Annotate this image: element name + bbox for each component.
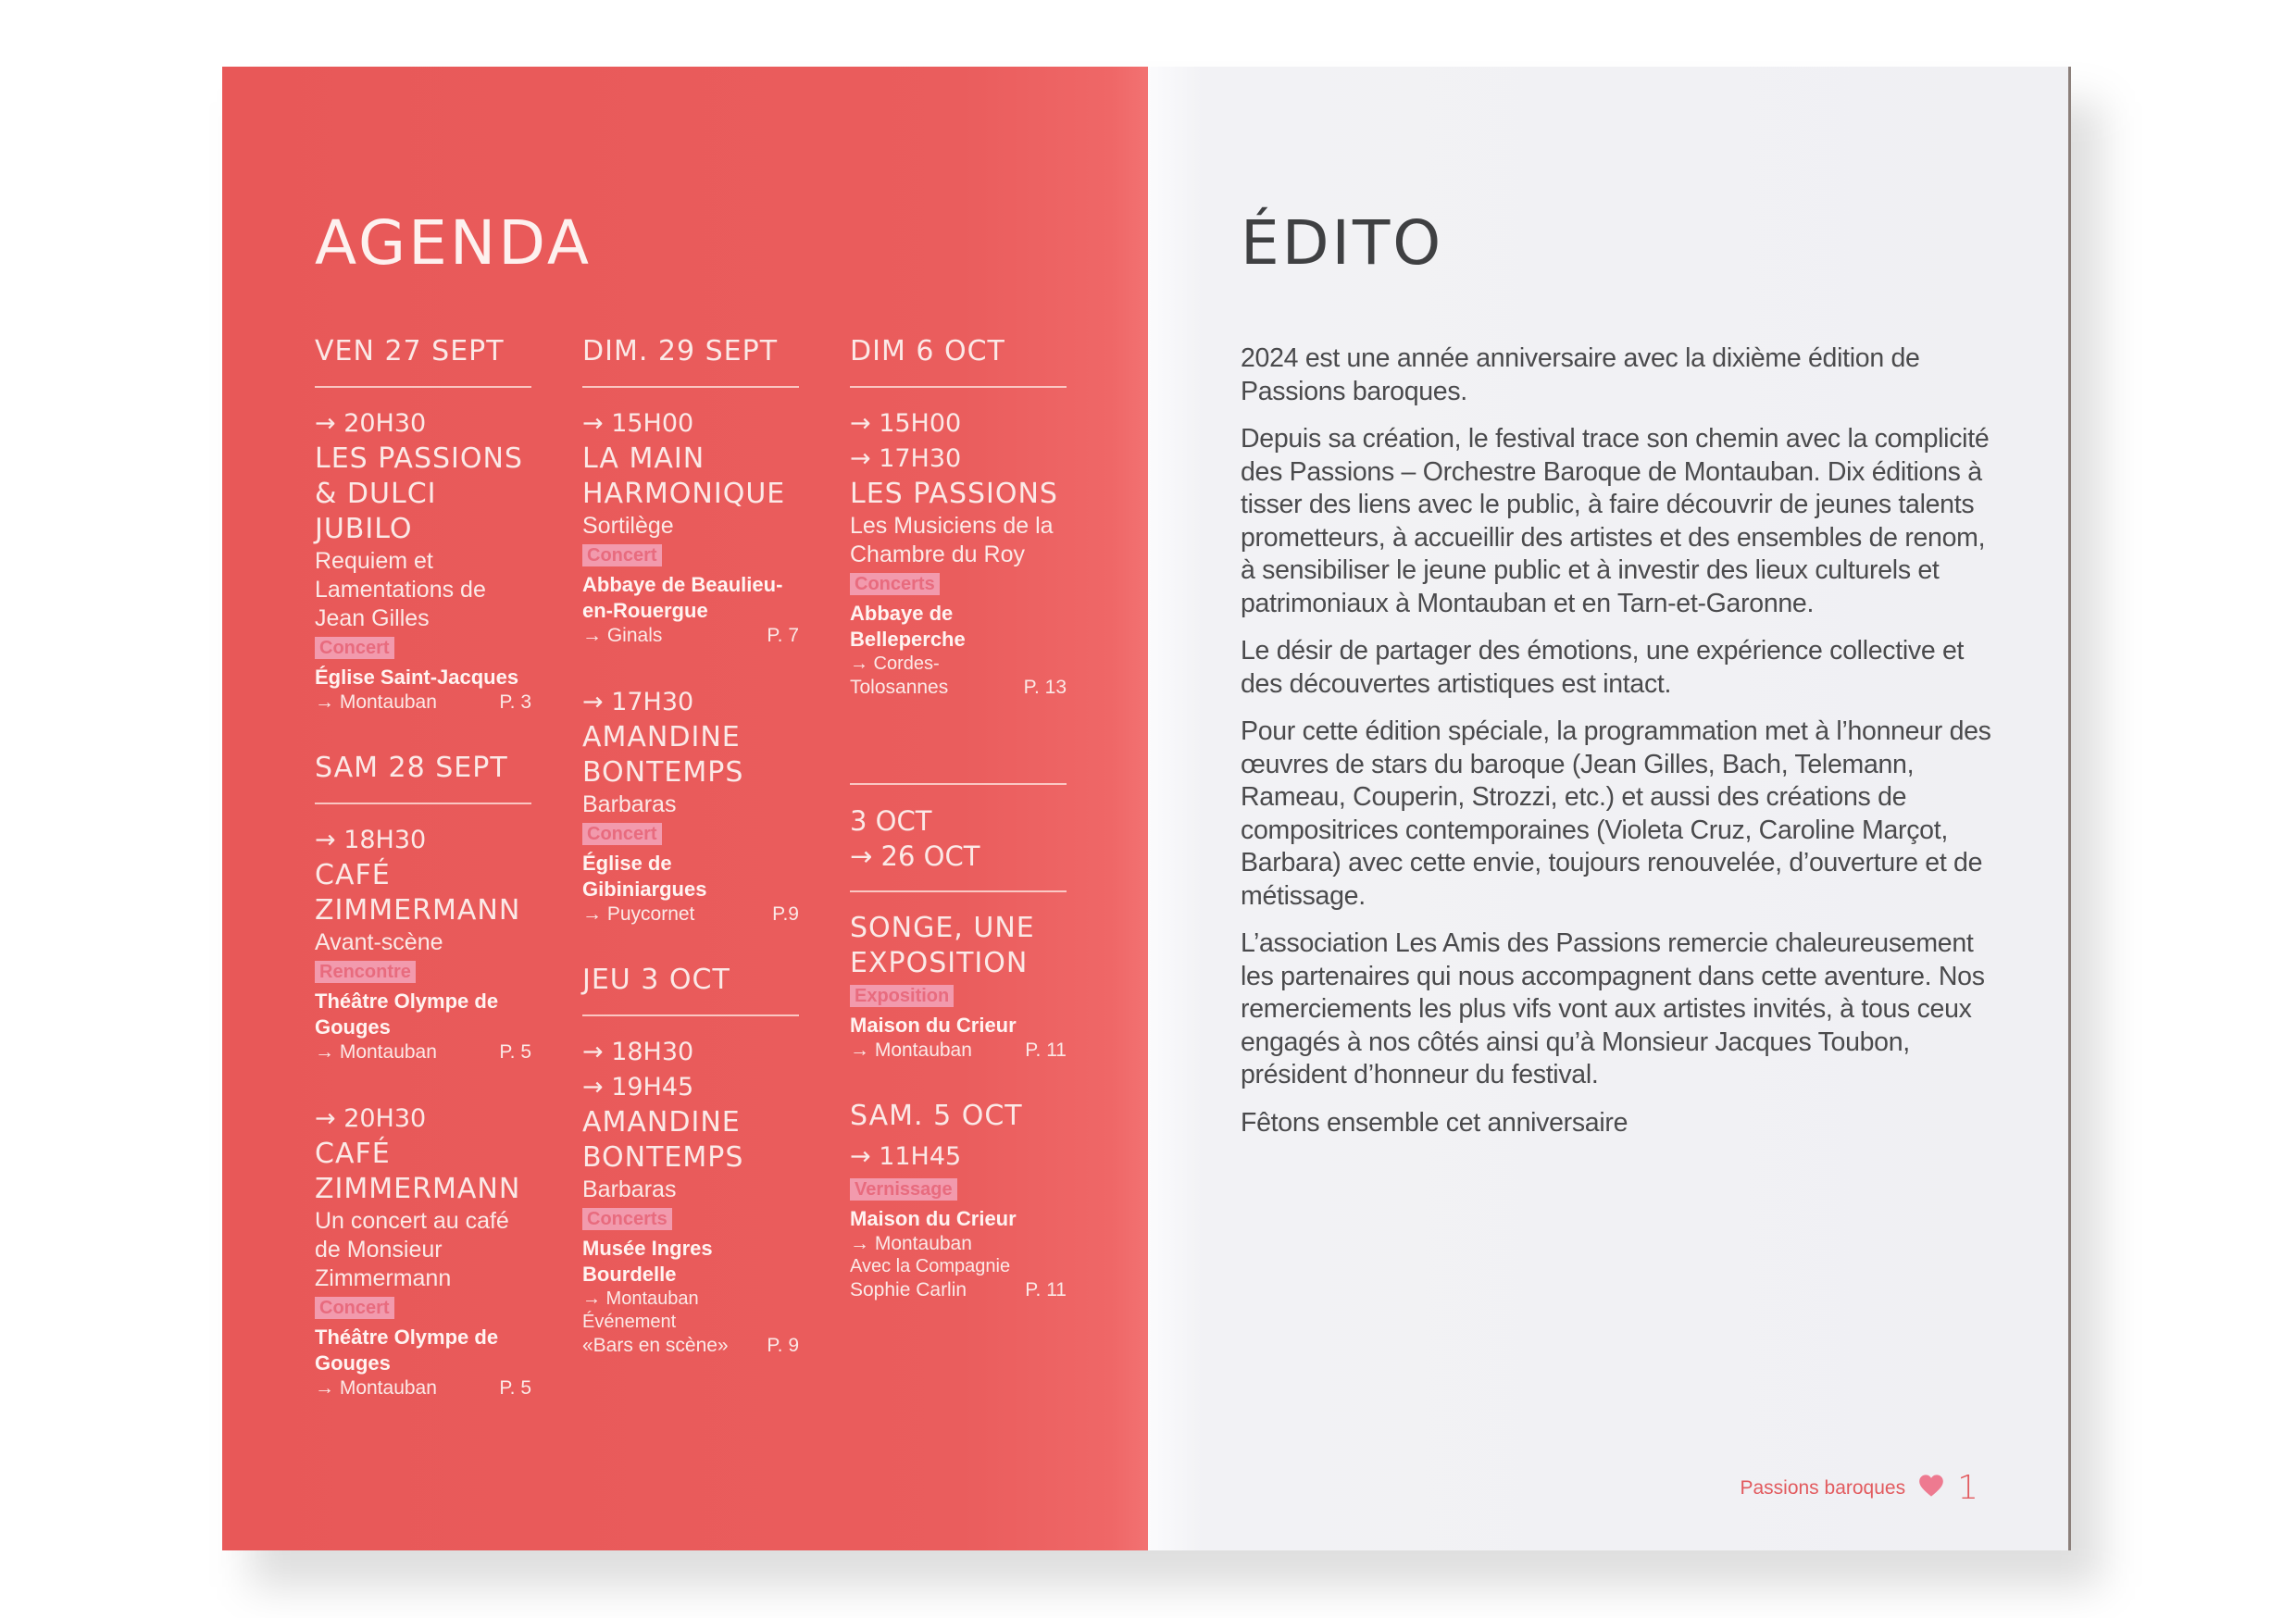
event-time: → 17H30 [850,444,962,473]
event-type-badge: Concert [582,823,662,845]
event-location: → Cordes- [850,653,940,674]
page-reference: P. 9 [767,1335,799,1356]
event-subtitle: Avant-scène [315,929,443,955]
event-venue: Abbaye de Belleperche [850,602,966,651]
event-location-row [315,1376,531,1400]
event-subtitle: Barbaras [582,791,677,817]
event-type-badge: Concert [315,1297,394,1319]
edito-title: ÉDITO [1241,207,1444,279]
brochure-spread [222,67,2071,1550]
event-location: → Montauban [315,1041,437,1063]
day-heading: DIM. 29 SEPT [582,335,799,388]
event-subtitle: Sortilège [582,513,674,539]
event-type-badge: Concerts [582,1208,672,1230]
page-reference: P. 5 [499,1377,531,1399]
event-time: → 19H45 [582,1073,694,1101]
event-note: «Bars en scène» [582,1335,729,1356]
page-reference: P. 7 [767,625,799,646]
edito-paragraph: L’association Les Amis des Passions remercie chaleureusement les partenaires qui nous accompagnent dans cette aventure. Nos remerciements les plus vifs vont aux artistes invités, à tous ceux engagés à nos côtés ainsi qu’à Monsieur Jacques Toubon, président d’honneur du festival. [1241,928,1985,1089]
edito-paragraph: Pour cette édition spéciale, la programmation met à l’honneur des œuvres de stars du baroque (Jean Gilles, Bach, Telemann, Rameau, Couperin, Strozzi, etc.) et aussi des créations de compositrices contemporaines (Violeta Cruz, Caroline Marçot, Barbara) avec cette envie, toujours renouvelée, d’ouverture et de métissage. [1241,716,1991,911]
event-item [315,1101,531,1400]
event-location-row [850,1278,1067,1302]
event-type-badge: Concert [582,544,662,566]
event-note: Événement [582,1312,677,1332]
event-item [582,1035,799,1358]
page-reference: P.9 [772,903,799,925]
event-time: → 18H30 [315,826,427,854]
event-location: → Montauban [850,1039,972,1061]
event-location: → Montauban [582,1288,699,1309]
day-heading: DIM 6 OCT [850,335,1067,388]
day-heading: SAM. 5 OCT [850,1100,1023,1132]
edito-paragraph: Le désir de partager des émotions, une expérience collective et des découvertes artistiques est intact. [1241,636,1965,699]
event-title: LA MAIN HARMONIQUE [582,442,786,510]
event-type-badge: Rencontre [315,961,416,983]
page-reference: P. 13 [1023,677,1067,698]
event-subtitle: Les Musiciens de la Chambre du Roy [850,513,1054,567]
edito-paragraph: Fêtons ensemble cet anniversaire [1241,1107,1628,1138]
event-time: → 11H45 [850,1142,962,1171]
event-title: CAFÉ ZIMMERMANN [315,859,521,927]
page-reference: P. 11 [1025,1279,1067,1301]
event-item [315,823,531,1064]
event-time: → 17H30 [582,688,694,716]
divider [850,783,1067,785]
event-location-row [315,1040,531,1064]
event-location: → Montauban [315,1377,437,1399]
page-reference: P. 3 [499,691,531,713]
event-venue: Théâtre Olympe de Gouges [315,989,499,1039]
event-title: LES PASSIONS & DULCI JUBILO [315,442,523,545]
event-location-row [850,1039,1067,1063]
event-subtitle: Un concert au café de Monsieur Zimmermann [315,1208,509,1291]
event-venue: Maison du Crieur [850,1207,1017,1230]
event-item [850,1139,1067,1302]
event-location-row [582,624,799,648]
event-venue: Abbaye de Beaulieu-en-Rouergue [582,573,783,622]
event-time: → 15H00 [582,409,694,438]
day-heading: JEU 3 OCT [582,964,799,1016]
event-location: → Ginals [582,625,663,646]
event-venue: Musée Ingres Bourdelle [582,1237,713,1286]
edito-body [1241,342,1995,1154]
edito-paragraph: 2024 est une année anniversaire avec la dixième édition de Passions baroques. [1241,343,1920,406]
divider [850,890,1067,892]
page-footer [1740,1469,1978,1507]
publication-name: Passions baroques [1740,1476,1906,1499]
event-item [582,406,799,648]
event-location-row [582,1334,799,1358]
event-location-row [315,691,531,715]
event-venue: Église de Gibiniargues [582,852,707,901]
agenda-title: AGENDA [315,207,593,279]
event-title: CAFÉ ZIMMERMANN [315,1138,521,1205]
event-venue: Église Saint-Jacques [315,666,519,689]
heart-icon [1918,1474,1944,1502]
event-subtitle: Barbaras [582,1176,677,1202]
event-note: Avec la Compagnie [850,1256,1011,1276]
day-heading: SAM 28 SEPT [315,752,531,804]
event-item [582,685,799,927]
event-time: → 18H30 [582,1038,694,1066]
date-range-start: 3 OCT [850,805,932,837]
event-type-badge: Concerts [850,573,940,595]
agenda-column-1 [315,335,531,1438]
agenda-column-3 [850,335,1067,1339]
event-title: AMANDINE BONTEMPS [582,721,744,789]
event-item [850,911,1067,1063]
page-reference: P. 11 [1025,1039,1067,1061]
page-number: 1 [1957,1469,1978,1507]
event-venue: Maison du Crieur [850,1014,1017,1037]
event-venue: Théâtre Olympe de Gouges [315,1326,499,1375]
event-type-badge: Exposition [850,985,954,1007]
event-title: SONGE, UNE EXPOSITION [850,912,1035,979]
event-location: → Puycornet [582,903,695,925]
event-note: Sophie Carlin [850,1279,967,1301]
edito-page [1148,67,2071,1550]
event-item [315,406,531,715]
edito-paragraph: Depuis sa création, le festival trace son chemin avec la complicité des Passions – Orchestre Baroque de Montauban. Dix éditions à tisser des liens avec le public, à faire découvrir de jeunes talents prometteurs, à accueillir des artistes et des ensembles de renom, à sensibiliser le jeune public et à investir des lieux culturels et patrimoniaux à Montauban et en Tarn-et-Garonne. [1241,424,1990,618]
day-heading: VEN 27 SEPT [315,335,531,388]
event-location-row [850,676,1067,700]
event-title: LES PASSIONS [850,478,1058,510]
event-subtitle: Requiem et Lamentations de Jean Gilles [315,548,486,631]
event-location: Tolosannes [850,677,949,698]
event-title: AMANDINE BONTEMPS [582,1106,744,1174]
event-type-badge: Concert [315,637,394,659]
date-range-end: → 26 OCT [850,840,980,872]
event-time: → 15H00 [850,409,962,438]
agenda-column-2 [582,335,799,1395]
event-type-badge: Vernissage [850,1178,957,1201]
agenda-page [222,67,1148,1550]
event-location: → Montauban [315,691,437,713]
event-item [850,406,1067,700]
event-location-row [582,902,799,927]
event-location: → Montauban [850,1233,972,1254]
event-time: → 20H30 [315,1104,427,1133]
page-reference: P. 5 [499,1041,531,1063]
event-time: → 20H30 [315,409,427,438]
